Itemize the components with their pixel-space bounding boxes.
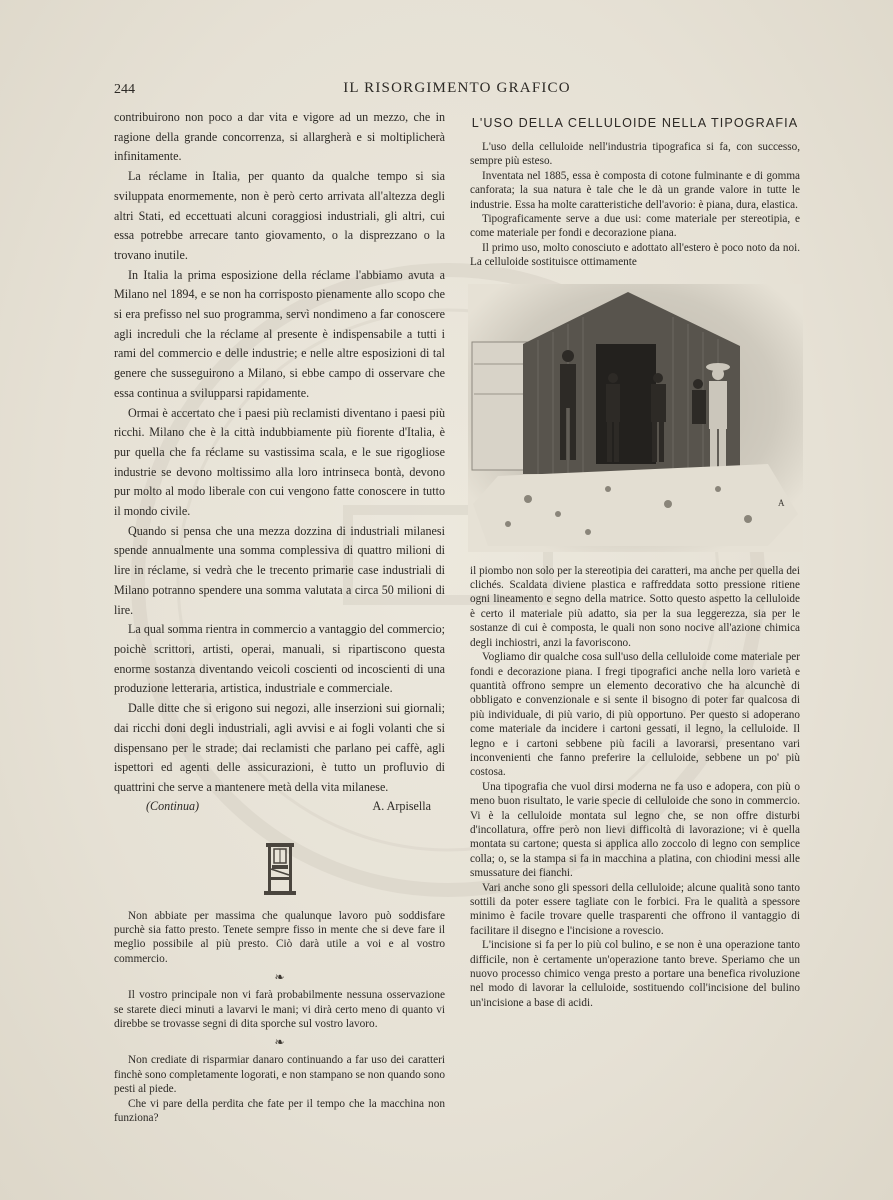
note-paragraph: Non abbiate per massima che qualunque lavoro può soddisfare purchè sia fatto presto. Tenete sempre fisso in mente che si deve fare il meglio possibile al più presto. Ciò darà utile a voi e al vostro commercio. — [114, 909, 445, 965]
article-paragraph: La qual somma rientra in commercio a vantaggio del commercio; poichè scrittori, artisti, operai, manuali, si ripartiscono questa enorme sostanza diventando veicoli coscienti od incoscienti di una produzione letteraria, artistica, industriale e commerciale. — [114, 622, 445, 696]
running-title: IL RISORGIMENTO GRAFICO — [343, 80, 571, 96]
note-paragraph: Non crediate di risparmiar danaro continuando a far uso dei caratteri finchè sono completamente logorati, e non stampano se non quando sono pesti al piede. — [114, 1054, 445, 1096]
note-paragraph: Che vi pare della perdita che fate per il tempo che la macchina non funziona? — [114, 1097, 445, 1125]
article-paragraph: Inventata nel 1885, essa è composta di cotone fulminante e di gomma canforata; la sua natura è tale che le dà un grande valore in tutte le industrie. Essa ha molte caratteristiche dell'avorio: è piana, dura, elastica. — [470, 169, 800, 211]
notes-section — [114, 909, 445, 1126]
article-paragraph: Ormai è accertato che i paesi più reclamisti diventano i paesi più ricchi. Milano che è la città indubbiamente più fiorente d'Italia, è pur quella che fa réclame su vastissima scala, e le sue rigogliose industrie se devono moltissimo alla loro intrinseca bontà, devono pur molto al modo liberale con cui vengono fatte conoscere in tutto il mondo civile. — [114, 405, 445, 519]
group-photo — [468, 284, 803, 552]
running-header — [114, 78, 800, 102]
article-paragraph: il piombo non solo per la stereotipia dei caratteri, ma anche per quella dei clichés. Scaldata diviene plastica e raffreddata sotto pressione ritiene ogni lineamento e segno della matrice. Sotto questo aspetto la celluloide è certo il materiale più adatto, sia per la sua leggerezza, sia per le sostanze di cui è composta, le quali non sono nocive all'azione chimica degli inchiostri, anzi la favoriscono. — [470, 564, 800, 649]
article-paragraph: La réclame in Italia, per quanto da qualche tempo si sia sviluppata enormemente, non è però certo arrivata all'altezza degli altri Stati, ed eccettuati alcuni coraggiosi industriali, gli altri, cui essa potrebbe arrecare tanto giovamento, o la disprezzano o la trovano inutile. — [114, 169, 445, 262]
article-paragraph: Vogliamo dir qualche cosa sull'uso della celluloide come materiale per fondi e decorazione piana. I fregi tipografici anche nella loro varietà e quantità offrono sempre un elemento decorativo che ha alcunchè di obbligato e convenzionale e si sente il bisogno di poter far qualcosa di più individuale, di più vario, di più opportuno. Per questo si adoperano come materiale da incidere i cartoni gessati, il legno, la celluloide. Il legno e i cartoni sebbene più facili a lavorarsi, presentano vari inconvenienti che fanno preferire la celluloide, sebbene un po' più costosa. — [470, 651, 800, 779]
photo-monogram: A — [778, 497, 785, 508]
article-paragraph: Tipograficamente serve a due usi: come materiale per stereotipia, e come materiale per fondi e decorazione piana. — [470, 213, 800, 240]
article-signature — [114, 799, 445, 819]
left-column — [114, 108, 445, 1125]
printing-press-icon — [262, 839, 298, 897]
celluloid-article — [470, 140, 800, 1010]
author-name: A. Arpisella — [372, 798, 431, 813]
ornament-icon: ❧ — [274, 1035, 285, 1050]
note-paragraph: Il vostro principale non vi farà probabilmente nessuna osservazione se starete dieci minuti a lavarvi le mani; vi dirà certo meno di quanto vi direbbe se trovasse segni di dita sporche sul vostro lavoro. — [114, 989, 445, 1031]
article-title: L'USO DELLA CELLULOIDE NELLA TIPOGRAFIA — [471, 116, 799, 130]
right-column — [470, 116, 800, 1010]
page-number: 244 — [114, 82, 135, 97]
continua-note: (Continua) — [146, 798, 200, 813]
article-paragraph: contribuirono non poco a dar vita e vigore ad un mezzo, che in ragione della grande concorrenza, si allargherà e si moltiplicherà infinitamente. — [114, 110, 445, 164]
article-paragraph: L'incisione si fa per lo più col bulino, e se non è una operazione tanto difficile, non è certamente un'operazione tanto breve. Speriamo che un nuovo processo chimico venga presto a portare una benefica rivoluzione nel modo di lavorar la celluloide, sostituendo coll'incisione del bulino un'incisione a base di acidi. — [470, 939, 800, 1009]
ornament-icon: ❧ — [274, 970, 285, 985]
article-paragraph: Quando si pensa che una mezza dozzina di industriali milanesi spende annualmente una somma complessiva di quattro milioni di lire in réclame, si vedrà che le trecento primarie case industriali di Milano potranno spendere una somma valutata a circa 50 milioni di lire. — [114, 523, 445, 617]
article-paragraph: Dalle ditte che si erigono sui negozi, alle inserzioni sui giornali; dai ricchi doni degli industriali, agli avvisi e ai fogli volanti che si dispensano per le strade; dai reclamisti che parlano pei caffè, agli ispettori ed agenti delle assicurazioni, è tutto un profluvio di quattrini che serve a mantenere metà della vita milanese. — [114, 701, 445, 794]
article-paragraph: Il primo uso, molto conosciuto e adottato all'estero è poco noto da noi. La celluloide sostituisce ottimamente — [470, 241, 800, 269]
article-paragraph: Vari anche sono gli spessori della celluloide; alcune qualità sono tanto sottili da poter essere tagliate con le forbici. Fra le qualità a spessore minimo è facile trovare quelle trasparenti che offrono il vantaggio di facilitare il disegno e l'incisione a rovescio. — [470, 881, 800, 937]
article-paragraph: Una tipografia che vuol dirsi moderna ne fa uso e adopera, con più o meno buon risultato, le varie specie di celluloide che sono in commercio. Vi è la celluloide montata sul legno che, se non offre disturbi d'incollatura, offre però non lievi difficoltà di lavorazione; vi è quella montata su cartone; questa si applica allo zoccolo di legno con semplice colla; o, se la stampa si fa in macchina a platina, con chiodini messi alle smussature dei fianchi. — [470, 780, 800, 880]
article-paragraph: In Italia la prima esposizione della réclame l'abbiamo avuta a Milano nel 1894, e se non ha corrisposto pienamente allo scopo che si era prefisso nel suo programma, servì nondimeno a far conoscere agli increduli che la réclame al presente è indispensabile a tutti i rami del commercio e delle industrie; e nelle altre esposizioni di tal genere che susseguirono a Milano, si ebbe campo di osservare che essa continua a svilupparsi rapidamente. — [114, 267, 445, 400]
article-paragraph: L'uso della celluloide nell'industria tipografica si fa, con successo, sempre più esteso. — [470, 141, 800, 168]
reclame-article — [114, 108, 445, 798]
